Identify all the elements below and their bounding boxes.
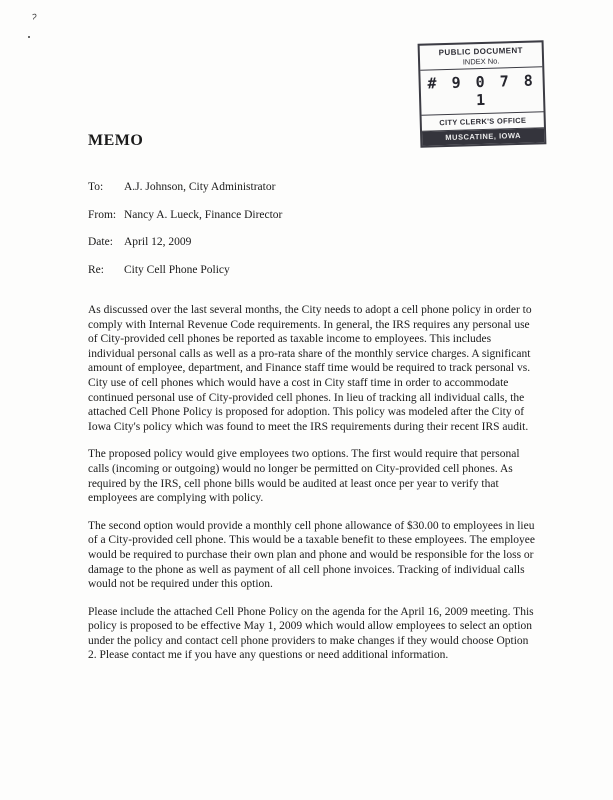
field-value-from: Nancy A. Lueck, Finance Director (124, 208, 283, 221)
stamp-header (420, 42, 543, 71)
stamp-index-number: # 9 0 7 8 1 (420, 68, 543, 116)
field-value-to: A.J. Johnson, City Administrator (124, 181, 276, 193)
memo-field-to (88, 180, 548, 194)
stamp-index-label: INDEX No. (462, 56, 500, 67)
stamp-office-name: CITY CLERK'S OFFICE (422, 113, 544, 132)
field-value-date: April 12, 2009 (124, 236, 192, 248)
city-clerk-stamp (418, 40, 547, 148)
memo-paragraph-1: As discussed over the last several months, the City needs to adopt a cell phone policy in order to comply with Internal Revenue Code requirements. In general, the IRS requires any personal use of City-provided cell phones be reported as taxable income to employees. This includes individual personal calls as well as a pro-rata share of the monthly service charges. A significant amount of employee, department, and Finance staff time would be required to track personal vs. City use of cell phones which would have a cost in City staff time in order to accommodate continued personal use of City-provided cell phones. In lieu of tracking all individual calls, the attached Cell Phone Policy is proposed for adoption. This policy was modeled after the City of Iowa City's policy which was found to meet the IRS requirements during their recent IRS audit. (88, 304, 532, 433)
field-label-date: Date: (88, 236, 113, 248)
memo-body (88, 303, 535, 676)
memo-paragraph-2: The proposed policy would give employees two options. The first would require that personal calls (incoming or outgoing) would no longer be permitted on City-provided cell phones. As required by the IRS, cell phone bills would be audited at least once per year to verify that employees are complying with policy. (88, 448, 520, 505)
memo-paragraph-4: Please include the attached Cell Phone Policy on the agenda for the April 16, 2009 meeting. This policy is proposed to be effective May 1, 2009 which would allow employees to select an option under the policy and contact cell phone providers to make changes if they would choose Option 2. Please contact me if you have any questions or need additional information. (88, 605, 534, 662)
memo-title: MEMO (88, 132, 144, 149)
memo-field-from (88, 208, 548, 222)
field-label-to: To: (88, 181, 104, 193)
memo-field-re (88, 263, 548, 277)
field-value-re: City Cell Phone Policy (124, 263, 230, 276)
memo-field-date (88, 235, 548, 249)
memo-header-fields (88, 180, 548, 290)
field-label-from: From: (88, 208, 117, 221)
memo-paragraph-3: The second option would provide a monthly cell phone allowance of $30.00 to employees in lieu of a City-provided cell phone. This would be a taxable benefit to these employees. The employee would be required to purchase their own plan and phone and would be responsible for the loss or damage to the phone as well as payment of all cell phone invoices. Tracking of individual calls would not be required under this option. (88, 519, 535, 591)
scan-artifact-mark (31, 8, 39, 16)
stamp-city-name: MUSCATINE, IOWA (422, 129, 544, 146)
field-label-re: Re: (88, 263, 104, 276)
scan-artifact-dot (28, 36, 30, 38)
stamp-title: PUBLIC DOCUMENT (438, 45, 524, 58)
